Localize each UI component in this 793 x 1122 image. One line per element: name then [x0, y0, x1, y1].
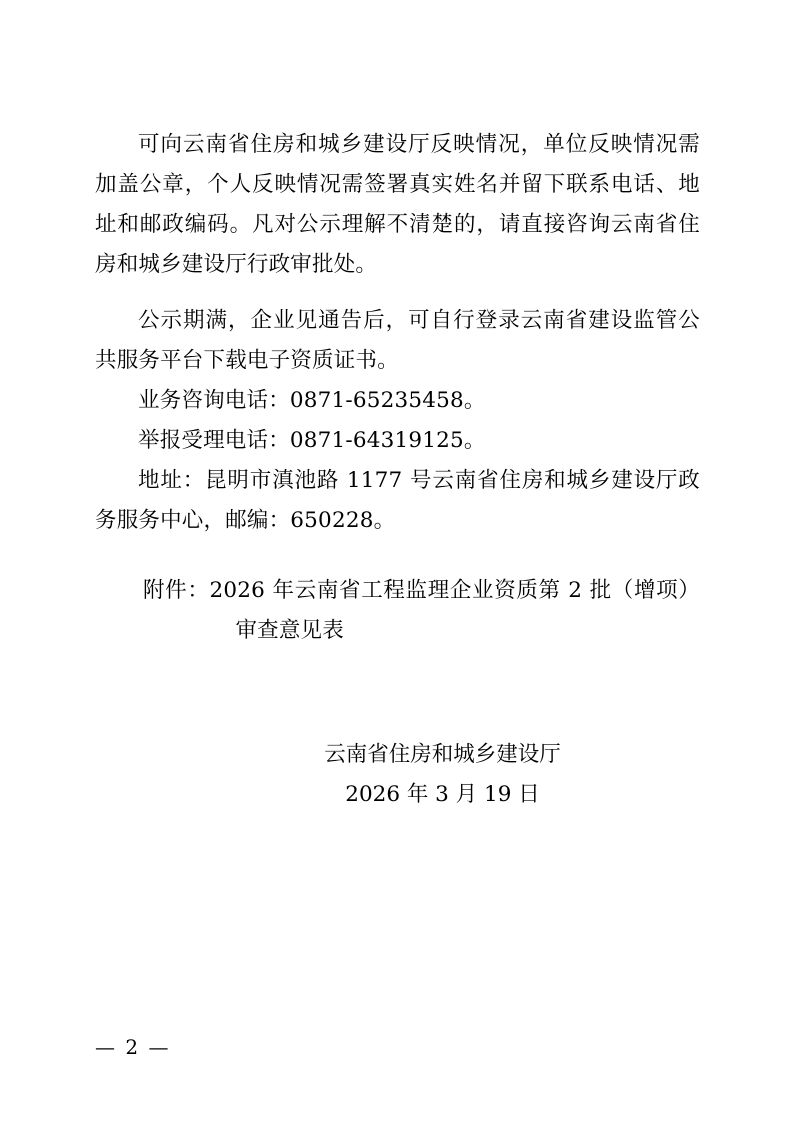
- paragraph-report-phone: 举报受理电话：0871-64319125。: [138, 428, 486, 453]
- signature-block: [95, 735, 700, 815]
- attachment-title: 附件：2026 年云南省工程监理企业资质第 2 批（增项）审查意见表: [143, 578, 700, 643]
- paragraph-feedback-instructions: 可向云南省住房和城乡建设厅反映情况，单位反映情况需加盖公章，个人反映情况需签署真实姓名并留下联系电话、地址和邮政编码。凡对公示理解不清楚的，请直接咨询云南省住房和城乡建设厅行政审批处。: [95, 132, 700, 277]
- paragraph-address: 地址：昆明市滇池路 1177 号云南省住房和城乡建设厅政务服务中心，邮编：650228。: [95, 468, 700, 533]
- paragraph-certificate-download: 公示期满，企业见通告后，可自行登录云南省建设监管公共服务平台下载电子资质证书。: [95, 308, 700, 373]
- signature-organization: 云南省住房和城乡建设厅: [324, 742, 561, 767]
- page-number: — 2 —: [95, 1035, 171, 1059]
- signature-date: 2026 年 3 月 19 日: [345, 782, 540, 807]
- paragraph-business-phone: 业务咨询电话：0871-65235458。: [138, 388, 486, 413]
- document-body: [95, 125, 700, 651]
- attachment-section: [95, 571, 700, 651]
